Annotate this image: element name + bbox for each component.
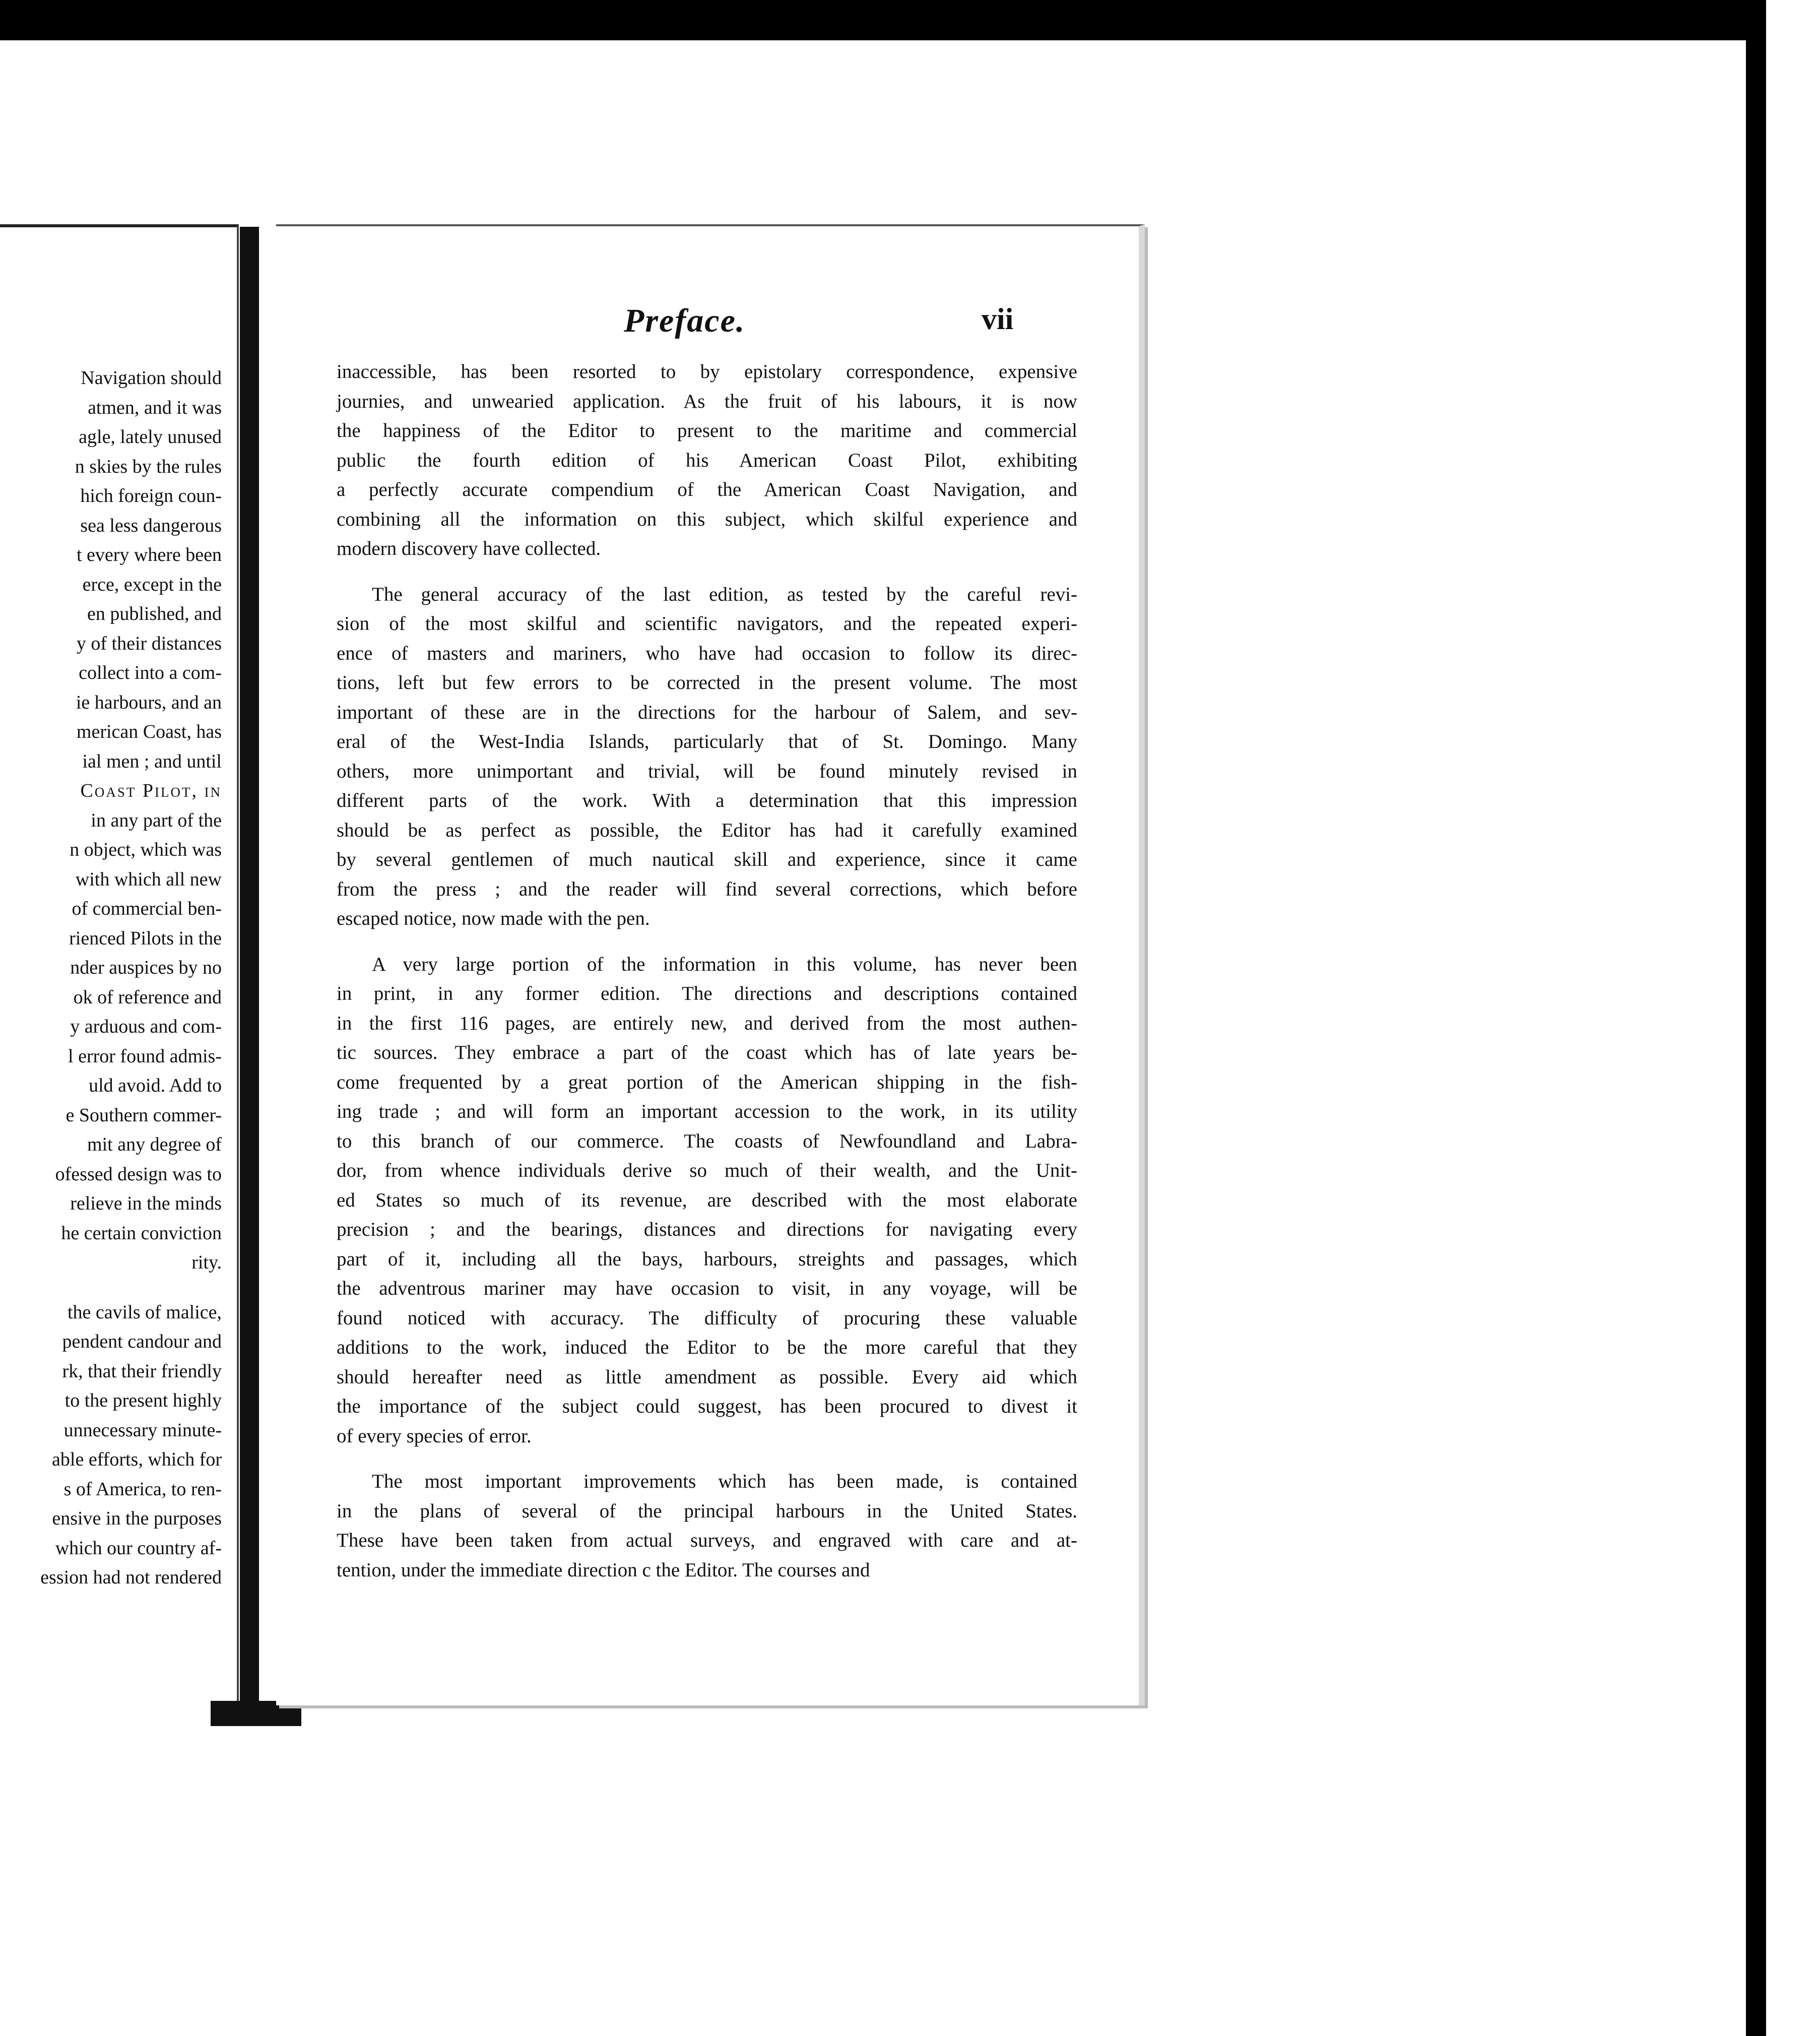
text-line: tic sources. They embrace a part of the coast which has of late years be- (337, 1042, 1077, 1063)
left-page-line: sea less dangerous (80, 515, 222, 536)
left-page-line: agle, lately unused (79, 426, 222, 448)
left-page-line: Coast Pilot, in (80, 780, 222, 801)
scan-edge-band (1746, 0, 1766, 2036)
left-page-line: with which all new (75, 868, 222, 890)
left-page-line: y of their distances (76, 632, 222, 654)
text-line: by several gentlemen of much nautical skill and experience, since it came (337, 849, 1077, 870)
text-line: found noticed with accuracy. The difficulty of procuring these valuable (337, 1307, 1077, 1329)
text-line: should hereafter need as little amendment as possible. Every aid which (337, 1366, 1077, 1388)
paragraph (337, 1467, 1077, 1585)
text-line: A very large portion of the information in this volume, has never been (372, 953, 1077, 975)
text-line: the happiness of the Editor to present to the maritime and commercial (337, 420, 1077, 441)
text-line: from the press ; and the reader will find several corrections, which before (337, 878, 1077, 900)
text-line: to this branch of our commerce. The coasts of Newfoundland and Labra- (337, 1130, 1077, 1152)
text-line: should be as perfect as possible, the Editor has had it carefully examined (337, 819, 1077, 841)
text-line: sion of the most skilful and scientific navigators, and the repeated experi- (337, 613, 1077, 634)
running-head: Preface. (624, 302, 746, 339)
left-page-line: ok of reference and (73, 986, 222, 1008)
text-line: different parts of the work. With a determination that this impression (337, 790, 1077, 811)
left-page-line: pendent candour and (62, 1331, 222, 1352)
text-line: inaccessible, has been resorted to by epistolary correspondence, expensive (337, 361, 1077, 383)
text-line: modern discovery have collected. (337, 538, 601, 559)
text-line: eral of the West-India Islands, particularly that of St. Domingo. Many (337, 731, 1077, 752)
left-page-line: ession had not rendered (40, 1567, 222, 1588)
left-page-line: n skies by the rules (75, 456, 222, 477)
left-page-line: ie harbours, and an (76, 691, 222, 713)
text-line: These have been taken from actual surveys, and engraved with care and at- (337, 1530, 1077, 1551)
text-line: escaped notice, now made with the pen. (337, 908, 650, 929)
left-page-line: rienced Pilots in the (69, 927, 222, 949)
left-page-line: t every where been (76, 544, 222, 565)
text-line: ed States so much of its revenue, are described with the most elaborate (337, 1189, 1077, 1211)
left-page-line: merican Coast, has (76, 721, 222, 742)
text-line: in the first 116 pages, are entirely new, and derived from the most authen- (337, 1012, 1077, 1034)
left-page-line: ofessed design was to (55, 1163, 222, 1185)
left-page-line: hich foreign coun- (80, 485, 222, 506)
left-page-line: rity. (191, 1252, 222, 1273)
text-line: tention, under the immediate direction c the Editor. The courses and (337, 1559, 870, 1581)
text-line: important of these are in the directions for the harbour of Salem, and sev- (337, 701, 1077, 723)
book-spine (240, 227, 259, 1713)
text-line: public the fourth edition of his American Coast Pilot, exhibiting (337, 449, 1077, 471)
left-page-line: of commercial ben- (72, 898, 222, 919)
paragraph (337, 357, 1077, 564)
left-page-line: erce, except in the (82, 574, 222, 595)
left-page-line: n object, which was (70, 839, 222, 860)
left-page-line: the cavils of malice, (68, 1301, 222, 1323)
left-page-line: ial men ; and until (82, 750, 222, 772)
text-line: in print, in any former edition. The directions and descriptions contained (337, 983, 1077, 1004)
left-page-line: able efforts, which for (52, 1449, 222, 1470)
paragraph (337, 580, 1077, 934)
paragraph-gap (0, 1278, 222, 1298)
left-page-line: l error found admis- (68, 1045, 222, 1067)
left-page-line: unnecessary minute- (63, 1419, 222, 1441)
left-page-line: atmen, and it was (88, 397, 222, 418)
paragraph (337, 950, 1077, 1451)
text-line: in the plans of several of the principal harbours in the United States. (337, 1500, 1077, 1522)
left-page-line: e Southern commer- (66, 1104, 222, 1126)
left-page-line: ensive in the purposes (52, 1508, 222, 1529)
text-line: ing trade ; and will form an important accession to the work, in its utility (337, 1101, 1077, 1122)
left-page-line: uld avoid. Add to (89, 1075, 222, 1096)
left-page-line: s of America, to ren- (63, 1478, 222, 1500)
page-header (276, 302, 1139, 337)
text-line: additions to the work, induced the Editor to be the more careful that they (337, 1337, 1077, 1358)
text-line: the importance of the subject could suggest, has been procured to divest it (337, 1395, 1077, 1417)
left-page-line: in any part of the (91, 809, 222, 831)
text-line: come frequented by a great portion of the American shipping in the fish- (337, 1071, 1077, 1093)
page-number: vii (982, 302, 1014, 336)
text-line: of every species of error. (337, 1425, 532, 1447)
left-page-line: to the present highly (64, 1390, 222, 1411)
left-page-line: y arduous and com- (70, 1016, 222, 1037)
text-line: others, more unimportant and trivial, will be found minutely revised in (337, 760, 1077, 782)
left-page (0, 224, 239, 1704)
text-line: the adventrous mariner may have occasion to visit, in any voyage, will be (337, 1278, 1077, 1299)
left-page-text (0, 363, 222, 1593)
text-line: precision ; and the bearings, distances and directions for navigating every (337, 1219, 1077, 1240)
text-line: ence of masters and mariners, who have had occasion to follow its direc- (337, 642, 1077, 664)
left-page-line: en published, and (87, 603, 222, 624)
text-line: tions, left but few errors to be corrected in the present volume. The most (337, 672, 1077, 693)
text-line: The general accuracy of the last edition, as tested by the careful revi- (372, 583, 1077, 605)
left-page-line: collect into a com- (79, 662, 222, 683)
left-page-line: rk, that their friendly (62, 1360, 222, 1382)
text-line: combining all the information on this subject, which skilful experience and (337, 508, 1077, 530)
right-page (276, 224, 1145, 1705)
page-body (337, 357, 1077, 1601)
left-page-line: which our country af- (55, 1537, 222, 1559)
left-page-line: mit any degree of (87, 1134, 222, 1155)
text-line: dor, from whence individuals derive so much of their wealth, and the Unit- (337, 1160, 1077, 1181)
text-line: The most important improvements which has been made, is contained (372, 1471, 1077, 1492)
left-page-line: he certain conviction (61, 1222, 222, 1244)
left-page-line: nder auspices by no (70, 957, 222, 978)
text-line: part of it, including all the bays, harbours, streights and passages, which (337, 1248, 1077, 1270)
text-line: journies, and unwearied application. As the fruit of his labours, it is now (337, 390, 1077, 412)
left-page-line: relieve in the minds (70, 1193, 222, 1214)
text-line: a perfectly accurate compendium of the American Coast Navigation, and (337, 479, 1077, 500)
left-page-line: Navigation should (81, 367, 222, 389)
